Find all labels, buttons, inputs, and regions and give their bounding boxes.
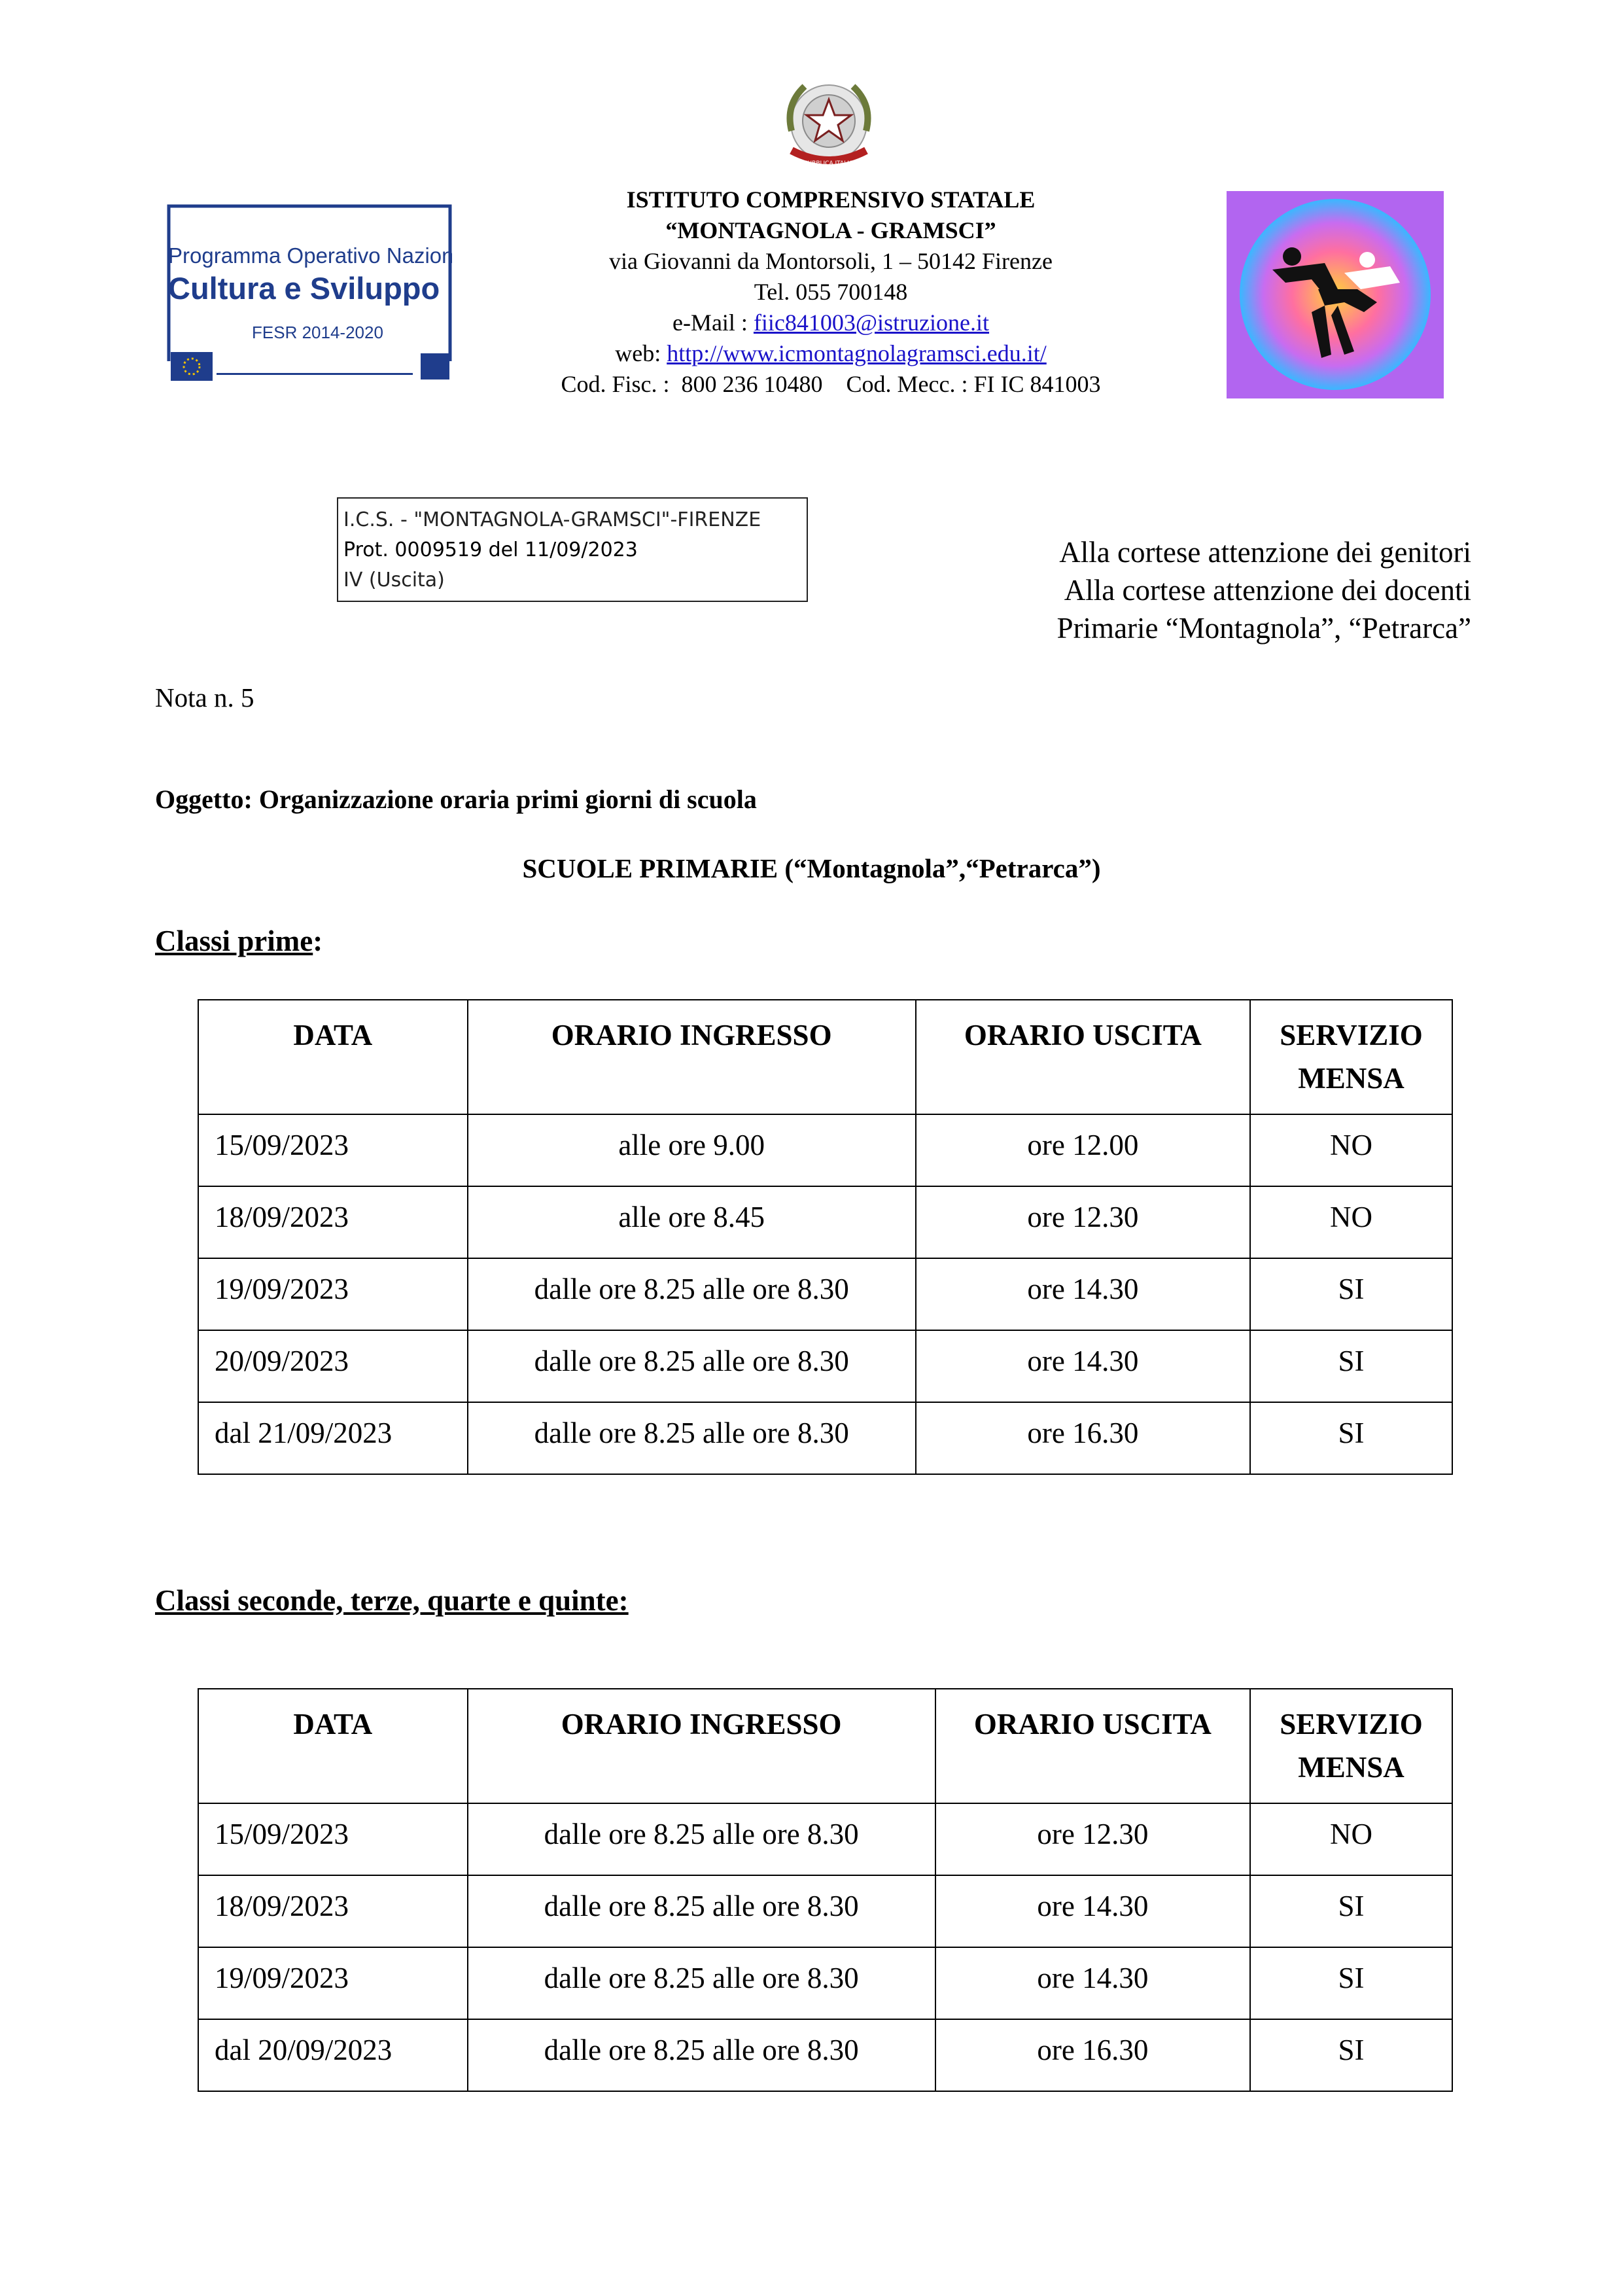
cell-exit: ore 12.30 xyxy=(916,1186,1250,1258)
table-row xyxy=(198,1402,1452,1474)
cell-canteen: NO xyxy=(1250,1114,1452,1186)
protocol-line1: I.C.S. - "MONTAGNOLA-GRAMSCI"-FIRENZE xyxy=(343,508,761,531)
header-date: DATA xyxy=(198,1689,468,1803)
table-header-row xyxy=(198,1689,1452,1803)
cell-canteen: SI xyxy=(1250,1258,1452,1330)
header-date: DATA xyxy=(198,1000,468,1114)
cell-exit: ore 14.30 xyxy=(916,1258,1250,1330)
cell-date: 20/09/2023 xyxy=(198,1330,468,1402)
cell-entry: dalle ore 8.25 alle ore 8.30 xyxy=(468,2019,935,2091)
subject-line: Oggetto: Organizzazione oraria primi giorni di scuola xyxy=(155,785,757,814)
header-exit-time: ORARIO USCITA xyxy=(935,1689,1250,1803)
protocol-stamp xyxy=(337,497,808,602)
cell-entry: dalle ore 8.25 alle ore 8.30 xyxy=(468,1947,935,2019)
protocol-line3: IV (Uscita) xyxy=(343,569,445,592)
cell-canteen: SI xyxy=(1250,1330,1452,1402)
cell-exit: ore 14.30 xyxy=(916,1330,1250,1402)
cell-date: 15/09/2023 xyxy=(198,1803,468,1875)
svg-text:FESR 2014-2020: FESR 2014-2020 xyxy=(252,323,383,342)
republic-emblem xyxy=(772,72,886,180)
recipients xyxy=(1057,533,1471,647)
svg-text:Cultura e Sviluppo: Cultura e Sviluppo xyxy=(168,271,440,306)
school-address: via Giovanni da Montorsoli, 1 – 50142 Firenze xyxy=(609,248,1053,274)
cell-exit: ore 12.30 xyxy=(935,1803,1250,1875)
table-row xyxy=(198,1947,1452,2019)
cell-entry: alle ore 8.45 xyxy=(468,1186,916,1258)
cell-exit: ore 16.30 xyxy=(916,1402,1250,1474)
header-canteen: SERVIZIO MENSA xyxy=(1250,1689,1452,1803)
cell-canteen: SI xyxy=(1250,1875,1452,1947)
schedule-table-prime xyxy=(198,999,1453,1475)
cell-canteen: NO xyxy=(1250,1186,1452,1258)
web-link[interactable]: http://www.icmontagnolagramsci.edu.it/ xyxy=(667,340,1047,366)
cell-exit: ore 16.30 xyxy=(935,2019,1250,2091)
section-title-altre: Classi seconde, terze, quarte e quinte: xyxy=(155,1584,629,1617)
svg-text:Programma Operativo Nazionale: Programma Operativo Nazionale xyxy=(168,243,452,268)
cell-date: 19/09/2023 xyxy=(198,1947,468,2019)
table-row xyxy=(198,2019,1452,2091)
cell-canteen: SI xyxy=(1250,1402,1452,1474)
cell-date: 19/09/2023 xyxy=(198,1258,468,1330)
cell-entry: dalle ore 8.25 alle ore 8.30 xyxy=(468,1330,916,1402)
cell-canteen: NO xyxy=(1250,1803,1452,1875)
cell-canteen: SI xyxy=(1250,2019,1452,2091)
table-row xyxy=(198,1258,1452,1330)
table-row xyxy=(198,1114,1452,1186)
header-entry-time: ORARIO INGRESSO xyxy=(468,1000,916,1114)
cell-entry: dalle ore 8.25 alle ore 8.30 xyxy=(468,1803,935,1875)
cell-exit: ore 14.30 xyxy=(935,1875,1250,1947)
cell-entry: dalle ore 8.25 alle ore 8.30 xyxy=(468,1258,916,1330)
institute-name: ISTITUTO COMPRENSIVO STATALE xyxy=(626,186,1036,213)
header-exit-time: ORARIO USCITA xyxy=(916,1000,1250,1114)
table-header-row xyxy=(198,1000,1452,1114)
school-name: “MONTAGNOLA - GRAMSCI” xyxy=(665,217,996,243)
protocol-line2: Prot. 0009519 del 11/09/2023 xyxy=(343,539,638,561)
recipient-line: Alla cortese attenzione dei docenti xyxy=(1064,574,1471,607)
cell-date: 18/09/2023 xyxy=(198,1186,468,1258)
schools-subtitle: SCUOLE PRIMARIE (“Montagnola”,“Petrarca”) xyxy=(522,853,1101,883)
school-phone: Tel. 055 700148 xyxy=(754,279,908,305)
school-logo xyxy=(1227,191,1444,398)
table-row xyxy=(198,1330,1452,1402)
cell-entry: alle ore 9.00 xyxy=(468,1114,916,1186)
cell-date: dal 20/09/2023 xyxy=(198,2019,468,2091)
cell-date: dal 21/09/2023 xyxy=(198,1402,468,1474)
recipient-line: Primarie “Montagnola”, “Petrarca” xyxy=(1056,612,1471,645)
cell-exit: ore 14.30 xyxy=(935,1947,1250,2019)
header-canteen: SERVIZIO MENSA xyxy=(1250,1000,1452,1114)
cell-entry: dalle ore 8.25 alle ore 8.30 xyxy=(468,1875,935,1947)
email-label: e-Mail : xyxy=(672,309,748,336)
header-entry-time: ORARIO INGRESSO xyxy=(468,1689,935,1803)
recipient-line: Alla cortese attenzione dei genitori xyxy=(1059,536,1471,569)
table-row xyxy=(198,1186,1452,1258)
cell-canteen: SI xyxy=(1250,1947,1452,2019)
web-label: web: xyxy=(615,340,661,366)
email-link[interactable]: fiic841003@istruzione.it xyxy=(753,309,990,336)
svg-text:REPUBBLICA ITALIANA: REPUBBLICA ITALIANA xyxy=(796,160,862,167)
section-title-prime: Classi prime: xyxy=(155,925,323,957)
web-line xyxy=(484,338,1178,369)
table-row xyxy=(198,1803,1452,1875)
schedule-table-altre xyxy=(198,1688,1453,2092)
cell-exit: ore 12.00 xyxy=(916,1114,1250,1186)
cell-date: 18/09/2023 xyxy=(198,1875,468,1947)
table-row xyxy=(198,1875,1452,1947)
pon-logo xyxy=(167,204,452,387)
cell-date: 15/09/2023 xyxy=(198,1114,468,1186)
school-codes: Cod. Fisc. : 800 236 10480 Cod. Mecc. : FI IC 841003 xyxy=(561,371,1101,397)
cell-entry: dalle ore 8.25 alle ore 8.30 xyxy=(468,1402,916,1474)
school-header xyxy=(484,185,1178,400)
email-line xyxy=(484,308,1178,338)
nota-number: Nota n. 5 xyxy=(155,682,254,713)
